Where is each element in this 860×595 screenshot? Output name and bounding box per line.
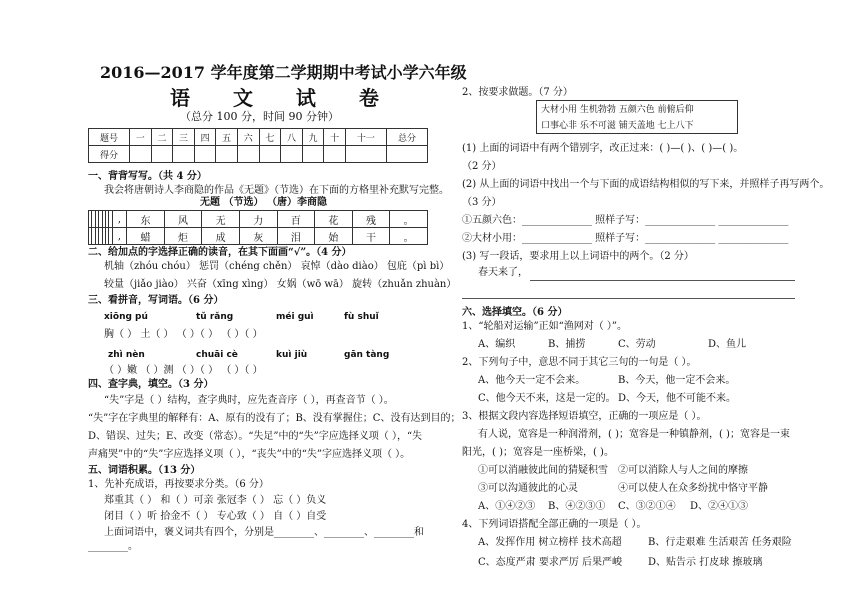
poem-grid-cell: 残: [352, 211, 390, 228]
score-header-cell: 六: [237, 129, 259, 146]
score-cell[interactable]: [151, 146, 173, 163]
s6-q3-text1: 有人说，宽容是一种润滑剂，( )；宽容是一种镇静剂，( )；宽容是一束: [478, 429, 790, 440]
writing-line-1: [530, 280, 795, 281]
score-cell[interactable]: [324, 146, 346, 163]
s6-q3: 3、根据文段内容选择短语填空，正确的一项应是（ ）。: [462, 411, 707, 422]
score-cell[interactable]: [237, 146, 259, 163]
score-header-cell: 七: [259, 129, 281, 146]
poem-grid-cell: 。: [390, 211, 428, 228]
s6-q3-option-b: B、④②③①: [548, 501, 606, 512]
s4-line3: D、错误、过失；E、改变（常态）。“失足”中的“失”字应选择义项（ ），“失: [88, 431, 423, 442]
s4-heading: 四、查字典，填空。（3 分）: [88, 379, 214, 390]
score-header-cell: 总分: [386, 129, 427, 146]
s2-line1: 机轴（zhóu chóu） 惩罚（chéng chěn） 哀悼（dào diào） 包庇（pì bì）: [104, 261, 450, 272]
r2-heading: 2、按要求做题。（7 分）: [462, 87, 573, 98]
s6-q4-option-c: C、态度严肃 要求严厉 后果严峻: [478, 557, 623, 568]
poem-grid-cell: 干: [352, 228, 390, 245]
s6-q1-option-c: C、劳动: [618, 339, 656, 350]
score-cell[interactable]: [302, 146, 324, 163]
r2-example-2: ②大材小用：______________ 照样子写：______________ ______________: [462, 233, 789, 244]
score-header-cell: 八: [281, 129, 303, 146]
score-table-score-row: [89, 146, 428, 163]
score-header-cell: 五: [216, 129, 238, 146]
s1-poem-title: 无题 （节选） （唐）李商隐: [200, 197, 327, 208]
s3-pinyin-4: fù shuǐ: [344, 312, 379, 322]
exam-title: 2016—2017 学年度第二学期期中考试小学六年级: [100, 63, 467, 82]
s6-q4-option-a: A、发挥作用 树立榜样 技术高超: [478, 537, 622, 548]
s6-q3-phrase-4: ④可以使人在众多纷扰中恪守平静: [618, 483, 768, 494]
s5-line2: 闭目（ ）听 拾金不（ ） 专心致（ ） 自（ ）自受: [104, 511, 327, 522]
score-header-cell: 十一: [345, 129, 386, 146]
s6-q3-phrase-2: ②可以消除人与人之间的摩擦: [618, 465, 748, 476]
s5-line1: 郑重其（ ） 和（ ）可亲 张冠李（ ） 忘（ ）负义: [104, 495, 327, 506]
score-header-cell: 十: [324, 129, 346, 146]
s3-words-2: （ ）嫩 （ ）测 （ ）（ ） （ ）（ ）: [104, 365, 263, 376]
poem-grid-cell: ,: [112, 211, 126, 228]
poem-grid-cell: 成: [202, 228, 240, 245]
s6-q4-option-d: D、贴告示 打皮球 擦玻璃: [648, 557, 763, 568]
s2-line2: 较量（jiǎo jiào） 兴奋（xīng xìng） 女娲（wō wā） 旋转（zhuǎn zhuàn）: [104, 279, 457, 290]
s3-words-1: 胸（ ） 土（ ） （ ）（ ） （ ）（ ）: [104, 329, 263, 340]
s6-q4-option-b: B、行走艰难 生活艰苦 任务艰险: [648, 537, 792, 548]
r2-q2: (2) 从上面的词语中找出一个与下面的成语结构相似的写下来，并照样子再写两个。: [462, 179, 830, 190]
s5-heading: 五、词语积累。（13 分）: [88, 465, 201, 476]
score-header-cell: 一: [130, 129, 152, 146]
s1-intro: 我会将唐朝诗人李商隐的作品《无题》（节选）在下面的方格里补充默写完整。: [104, 185, 449, 196]
r2-box-line1: 大材小用 生机勃勃 五颜六色 前俯后仰: [541, 105, 694, 115]
r2-q3: (3) 写一段话，要求用上以上词语中的两个。（2 分）: [462, 251, 694, 262]
s5-line3: 上面词语中，褒义词共有四个，分别是________、________、________和: [104, 527, 424, 538]
s6-q3-text2: 阳光，( )；宽容是一座桥梁，( )。: [462, 447, 614, 458]
poem-grid-cell: 东: [127, 211, 165, 228]
poem-grid-cell: 无: [202, 211, 240, 228]
score-header-cell: 三: [173, 129, 195, 146]
exam-subject: 语 文 试 卷: [170, 86, 397, 110]
s6-q2-option-b: B、今天，他一定不会来。: [618, 375, 736, 386]
s6-heading: 六、选择填空。（6 分）: [462, 307, 568, 318]
s5-q1: 1、先补充成语，再按要求分类。（6 分）: [88, 479, 269, 490]
s6-q3-phrase-1: ①可以消融彼此间的猜疑积雪: [478, 465, 608, 476]
r2-q1-score: （2 分）: [462, 161, 502, 172]
score-row-label: 得分: [89, 146, 130, 163]
writing-line-2: [462, 298, 795, 299]
poem-grid-cell: 始: [315, 228, 353, 245]
poem-grid-cell: 蜡: [127, 228, 165, 245]
score-table-header-row: [89, 129, 428, 146]
score-cell[interactable]: [130, 146, 152, 163]
s6-q1-option-b: B、捕捞: [548, 339, 586, 350]
s6-q3-option-c: C、③②①④: [618, 501, 676, 512]
r2-word-box: [536, 100, 738, 134]
s6-q2-option-a: A、他今天一定不会来。: [478, 375, 586, 386]
r2-box-line2: 口事心非 乐不可滋 铺天盖地 七上八下: [541, 121, 694, 131]
s6-q4: 4、下列词语搭配全部正确的一项是（ ）。: [462, 519, 647, 530]
score-cell[interactable]: [281, 146, 303, 163]
s5-line4: ________。: [88, 541, 138, 552]
score-cell[interactable]: [216, 146, 238, 163]
s1-heading: 一、背背写写。（共 4 分）: [88, 171, 207, 182]
s6-q3-option-a: A、①④②③: [478, 501, 536, 512]
score-header-cell: 九: [302, 129, 324, 146]
poem-grid-cell: 百: [277, 211, 315, 228]
poem-grid-row-2: [89, 228, 428, 245]
poem-grid-cell: 泪: [277, 228, 315, 245]
score-cell[interactable]: [173, 146, 195, 163]
poem-grid-cell: 力: [239, 211, 277, 228]
s6-q2-option-c: C、他今天不来，这是一定的。: [478, 393, 616, 404]
s6-q1: 1、“轮船对运输”正如“渔网对（ ）”。: [462, 321, 627, 332]
s3-pinyin-3: méi guì: [276, 312, 314, 322]
score-header-cell: 题号: [89, 129, 130, 146]
r2-q1: (1) 上面的词语中有两个错别字，改正过来：( )—( )、( )—( )。: [462, 143, 744, 154]
s3-pinyin-6: chuāi cè: [196, 350, 238, 360]
score-cell[interactable]: [259, 146, 281, 163]
score-cell[interactable]: [345, 146, 386, 163]
score-header-cell: 二: [151, 129, 173, 146]
score-cell[interactable]: [194, 146, 216, 163]
poem-grid-cell: 风: [164, 211, 202, 228]
score-header-cell: 四: [194, 129, 216, 146]
r2-q2-score: （3 分）: [462, 197, 502, 208]
s4-line1: “失”字是（ ）结构，查字典时，应先查音序（ ），再查音节（ ）。: [104, 395, 394, 406]
score-cell[interactable]: [386, 146, 427, 163]
poem-grid-cell: 花: [315, 211, 353, 228]
s6-q1-option-d: D、鱼儿: [708, 339, 747, 350]
s3-heading: 三、看拼音，写词语。（6 分）: [88, 295, 224, 306]
s4-line2: “失”字在字典里的解释有：A、原有的没有了；B、没有掌握住；C、没有达到目的；: [88, 413, 461, 424]
poem-grid-cell: 。: [390, 228, 428, 245]
s3-pinyin-2: tǔ rǎng: [196, 312, 234, 322]
s6-q2: 2、下列句子中，意思不同于其它三句的一句是（ ）。: [462, 357, 697, 368]
r2-example-1: ①五颜六色：______________ 照样子写：______________ ______________: [462, 215, 789, 226]
poem-grid: [88, 210, 428, 245]
exam-meta: （总分 100 分，时间 90 分钟）: [180, 110, 339, 123]
poem-grid-cell: ,: [112, 228, 126, 245]
poem-grid-cell: 炬: [164, 228, 202, 245]
s4-line4: 声痛哭”中的“失”字应选择义项（ ），“丧失”中的“失”字应选择义项（ ）。: [88, 449, 411, 460]
s6-q2-option-d: D、今天，他不可能不来。: [618, 393, 737, 404]
s6-q1-option-a: A、编织: [478, 339, 516, 350]
s3-pinyin-5: zhì nèn: [108, 350, 145, 360]
s6-q3-option-d: D、②④①③: [690, 501, 749, 512]
score-table: [88, 128, 428, 163]
s2-heading: 二、给加点的字选择正确的读音，在其下面画“√”。（4 分）: [88, 247, 352, 258]
s3-pinyin-1: xiōng pú: [104, 312, 148, 322]
poem-grid-cell: 灰: [239, 228, 277, 245]
r2-q3-line: 春天来了，: [478, 267, 528, 278]
s6-q3-phrase-3: ③可以沟通彼此的心灵: [478, 483, 578, 494]
s3-pinyin-8: gān tàng: [344, 350, 390, 360]
s3-pinyin-7: kuì jiù: [276, 350, 308, 360]
poem-grid-row-1: [89, 211, 428, 228]
